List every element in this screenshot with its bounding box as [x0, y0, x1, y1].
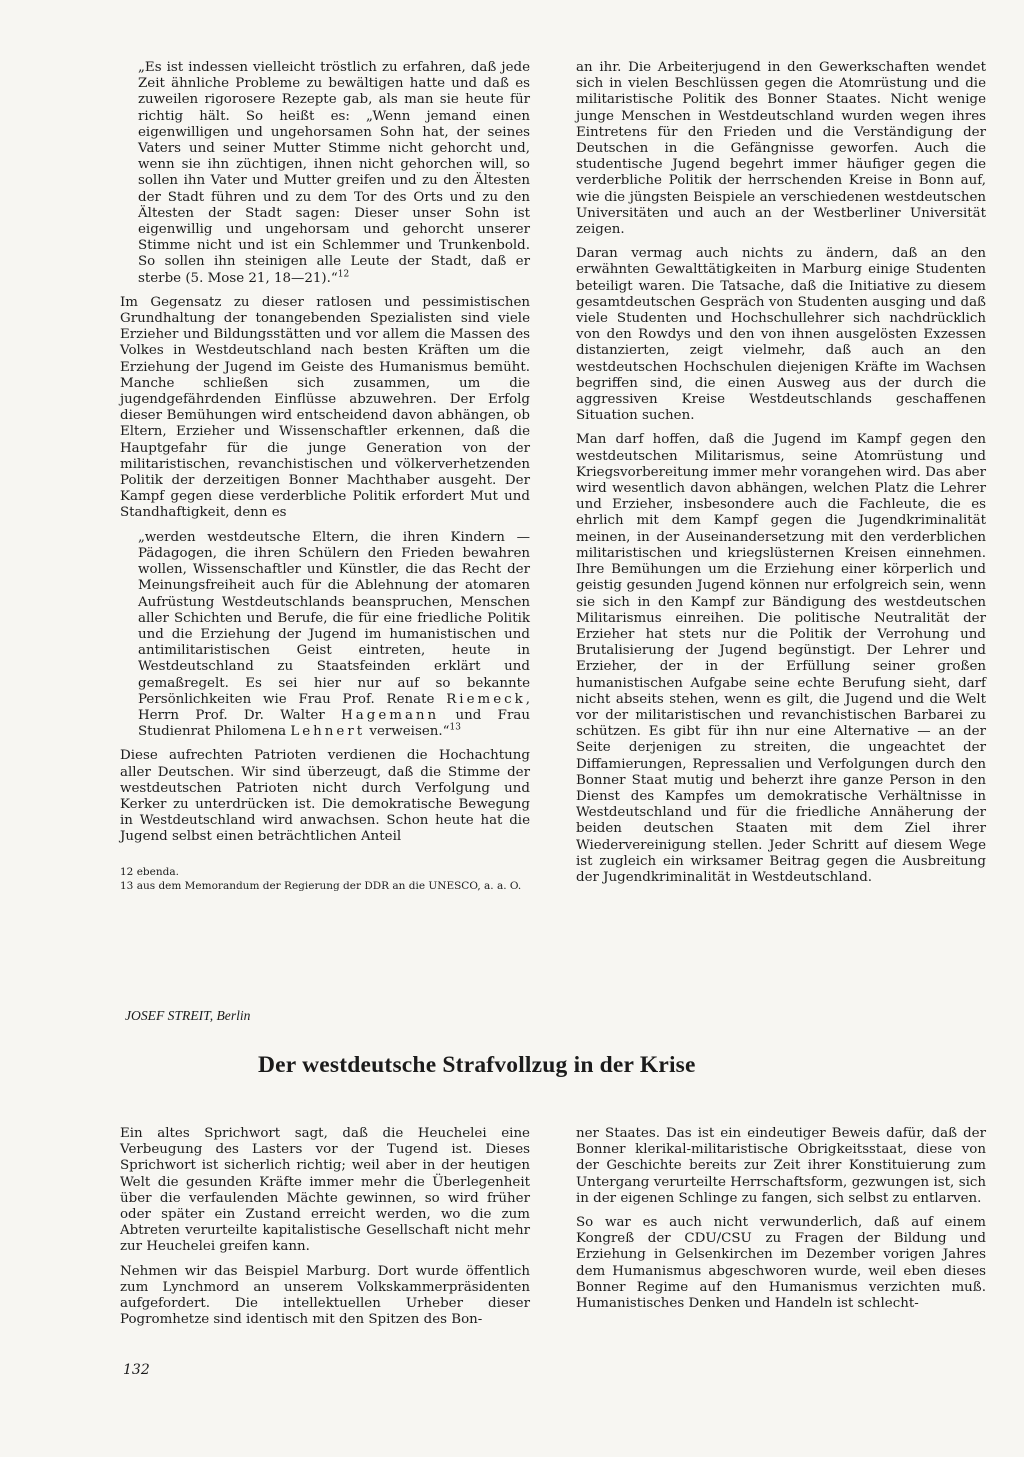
- quote-block-bible: [120, 60, 530, 287]
- footnote: 12 ebenda.: [120, 865, 179, 878]
- paragraph: Im Gegensatz zu dieser ratlosen und pessimistischen Grundhaltung der tonangebenden Spezialisten sind viele Erzieher und Bildungsstätten und vor allem die Massen des Volkes in Westdeutschland nach besten Kräften um die Erziehung der Jugend im Geiste des Humanismus bemüht. Manche schließen sich zusammen, um die jugendgefährdenden Einflüsse abzuwehren. Der Erfolg dieser Bemühungen wird entscheidend davon abhängen, ob Eltern, Erzieher und Wissenschaftler erkennen, daß die Hauptgefahr für die junge Generation von der militaristischen, revanchistischen und völkerverhetzenden Politik der derzeitigen Bonner Machthaber ausgeht. Der Kampf gegen diese verderbliche Politik erfordert Mut und Standhaftigkeit, denn es: [120, 294, 530, 521]
- paragraph: ner Staates. Das ist ein eindeutiger Beweis dafür, daß der Bonner klerikal-militaristische Obrigkeitsstaat, diese von der Geschichte bereits zur Zeit ihrer Konstituierung zum Untergang verurteilte Herrschaftsform, gezwungen ist, sich in der eigenen Schlinge zu fangen, sich selbst zu entlarven.: [576, 1126, 986, 1206]
- article-author: JOSEF STREIT, Berlin: [125, 1008, 251, 1023]
- person-name: Hagemann: [341, 707, 440, 723]
- page-number: 132: [123, 1362, 150, 1378]
- quote-block-memorandum: „werden westdeutsche Eltern, die ihren Kindern — Pädagogen, die ihren Schülern den Frieden bewahren wollen, Wissenschaftler und Künstler, die das Recht der Meinungsfreiheit auch für die Ablehnung der atomaren Aufrüstung Westdeutschlands beanspruchen, Menschen aller Schichten und Berufe, die für eine friedliche Politik und die Erziehung der Jugend im humanistischen und antimilitaristischen Geist eintreten, heute in Westdeutschland zu Staatsfeinden erklärt und gemaßregelt. Es sei hier nur auf so bekannte Persönlichkeiten wie Frau Prof. Renate Riemeck, Herrn Prof. Dr. Walter Hagemann und Frau Studienrat Philomena Lehnert verweisen.“$^{13}$: [138, 529, 530, 740]
- paragraph: Man darf hoffen, daß die Jugend im Kampf gegen den westdeutschen Militarismus, seine Atomrüstung und Kriegsvorbereitung immer mehr vorangehen wird. Das aber wird wesentlich davon abhängen, welchen Platz die Lehrer und Erzieher, insbesondere auch die Fachleute, die es ehrlich mit dem Kampf gegen die Jugendkriminalität meinen, in der Auseinandersetzung mit den verderblichen militaristischen und kriegslüsternen Kreisen einnehmen. Ihre Bemühungen um die Erziehung einer körperlich und geistig gesunden Jugend können nur erfolgreich sein, wenn sie sich in den Kampf zur Bändigung des westdeutschen Militarismus einreihen. Die politische Neutralität der Erzieher hat stets nur die Politik der Verrohung und Brutalisierung der Jugend begünstigt. Der Lehrer und Erzieher, der in der Erfüllung seiner großen humanistischen Aufgabe seine echte Berufung sieht, darf nicht abseits stehen, wenn es gilt, die Jugend und die Welt vor der militaristischen und revanchistischen Barbarei zu schützen. Es gibt für ihn nur eine Alternative — an der Seite derjenigen zu streiten, die ungeachtet der Diffamierungen, Repressalien und Verfolgungen durch den Bonner Staat mutig und beherzt ihre ganze Person in den Dienst des Kampfes um demokratische Verhältnisse in Westdeutschland und für die friedliche Annäherung der beiden deutschen Staaten mit dem Ziel ihrer Wiedervereinigung stellen. Jeder Schritt auf diesem Wege ist zugleich ein wirksamer Beitrag gegen die Ausbreitung der Jugendkriminalität in Westdeutschland.: [576, 432, 986, 885]
- right-column-upper: [576, 60, 986, 894]
- footnote-ref: 12: [337, 269, 350, 280]
- quote-text: „Es ist indessen vielleicht tröstlich zu erfahren, daß jede Zeit ähnliche Probleme zu bewältigen hatte und daß es zuweilen rigorosere Rezepte gab, als man sie heute für richtig hält. So heißt es: „Wenn jemand einen eigenwilligen und ungehorsamen Sohn hat, der seines Vaters und seiner Mutter Stimme nicht gehorcht und, wenn sie ihn züchtigen, ihnen nicht gehorchen will, so sollen ihn Vater und Mutter greifen und zu den Ältesten der Stadt führen und zu dem Tor des Orts und zu den Ältesten der Stadt sagen: Dieser unser Sohn ist eigenwillig und ungehorsam und gehorcht unserer Stimme nicht und ist ein Schlemmer und Trunkenbold. So sollen ihn steinigen alle Leute der Stadt, daß er sterbe (5. Mose 21, 18—21).“: [138, 60, 530, 286]
- right-column-lower: [576, 1126, 986, 1320]
- person-name: Lehnert: [290, 724, 366, 740]
- footnote: 13 aus dem Memorandum der Regierung der DDR an die UNESCO, a. a. O.: [120, 879, 522, 892]
- paragraph: Diese aufrechten Patrioten verdienen die Hochachtung aller Deutschen. Wir sind überzeugt, daß die Stimme der westdeutschen Patrioten nicht durch Verfolgung und Kerker zu unterdrücken ist. Die demokratische Bewegung in Westdeutschland wird anwachsen. Schon heute hat die Jugend selbst einen beträchtlichen Anteil: [120, 748, 530, 845]
- paragraph: an ihr. Die Arbeiterjugend in den Gewerkschaften wendet sich in vielen Beschlüssen gegen die Atomrüstung und die militaristische Politik des Bonner Staates. Nicht wenige junge Menschen in Westdeutschland wurden wegen ihres Eintretens für den Frieden und die Verständigung der Deutschen in die Gefängnisse geworfen. Auch die studentische Jugend begehrt immer häufiger gegen die verderbliche Politik der herrschenden Kreise in Bonn auf, wie die jüngsten Beispiele an verschiedenen westdeutschen Universitäten und auch an der Westberliner Universität zeigen.: [576, 60, 986, 238]
- paragraph: So war es auch nicht verwunderlich, daß auf einem Kongreß der CDU/CSU zu Fragen der Bildung und Erziehung in Gelsenkirchen im Dezember vorigen Jahres dem Humanismus abgeschworen wurde, weil eben dieses Bonner Regime auf den Humanismus verzichten muß. Humanistisches Denken und Handeln ist schlecht-: [576, 1215, 986, 1312]
- left-column-lower: [120, 1126, 530, 1336]
- footnotes: [120, 866, 530, 893]
- left-column-upper: [120, 60, 530, 894]
- footnote-ref: 13: [449, 722, 461, 733]
- paragraph: Daran vermag auch nichts zu ändern, daß an den erwähnten Gewalttätigkeiten in Marburg einige Studenten beteiligt waren. Die Tatsache, daß die Initiative zu diesem gesamtdeutschen Gespräch von Studenten ausging und daß viele Studenten und Hochschullehrer sich nachdrücklich von den Rowdys und den von ihnen ausgelösten Exzessen distanzierten, zeigt vielmehr, daß auch an den westdeutschen Hochschulen diejenigen Kräfte im Wachsen begriffen sind, die einen Ausweg aus der durch die aggressiven Kreise Westdeutschlands geschaffenen Situation suchen.: [576, 246, 986, 424]
- paragraph: Ein altes Sprichwort sagt, daß die Heuchelei eine Verbeugung des Lasters vor der Tugend ist. Dieses Sprichwort ist sicherlich richtig; weil aber in der heutigen Welt die gesunden Kräfte immer mehr die Überlegenheit über die verfaulenden Mächte gewinnen, so wird früher oder später ein Zustand erreicht werden, wo die zum Abtreten verurteilte kapitalistische Gesellschaft nicht mehr zur Heuchelei greifen kann.: [120, 1126, 530, 1255]
- person-name: Riemeck: [446, 691, 526, 707]
- paragraph: Nehmen wir das Beispiel Marburg. Dort wurde öffentlich zum Lynchmord an unserem Volkskammerpräsidenten aufgefordert. Die intellektuellen Urheber dieser Pogromhetze sind identisch mit den Spitzen des Bon-: [120, 1263, 530, 1328]
- article-title: Der westdeutsche Strafvollzug in der Krise: [258, 1052, 696, 1078]
